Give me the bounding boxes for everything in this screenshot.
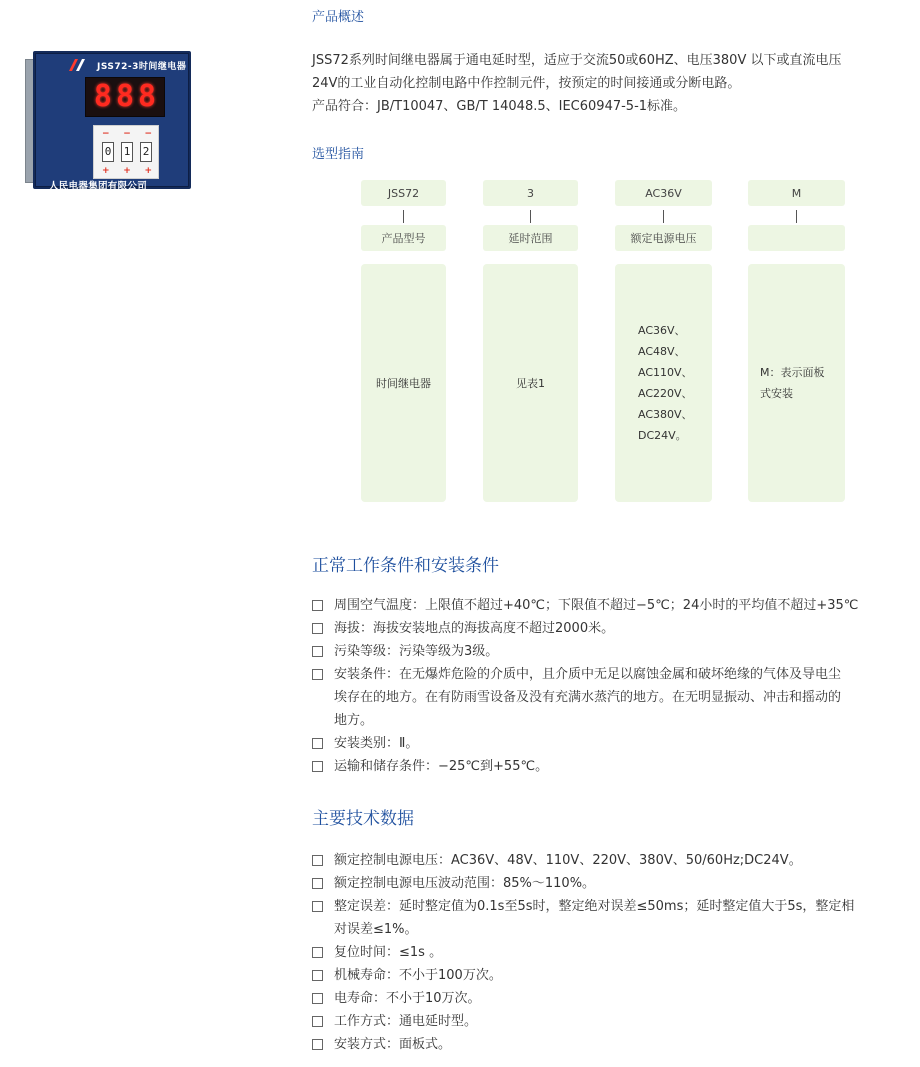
connector-line — [663, 210, 664, 223]
checkbox-icon — [312, 878, 323, 889]
checkbox-icon — [312, 623, 323, 634]
working-conditions-heading: 正常工作条件和安装条件 — [312, 556, 499, 576]
checkbox-icon — [312, 855, 323, 866]
item-text: 对误差≤1%。 — [334, 922, 418, 937]
thumbwheel-dial: 1 — [121, 142, 133, 162]
item-text: 电寿命：不小于10万次。 — [334, 991, 481, 1006]
voltage-detail-box — [615, 264, 712, 502]
checkbox-icon — [312, 646, 323, 657]
list-item-continued — [312, 686, 912, 709]
list-item — [312, 941, 912, 964]
tech-data-heading: 主要技术数据 — [312, 809, 414, 829]
item-text: 埃存在的地方。在有防雨雪设备及没有充满水蒸汽的地方。在无明显振动、冲击和摇动的 — [334, 690, 842, 705]
device-model-label: JSS72-3时间继电器 — [97, 62, 187, 72]
checkbox-icon — [312, 947, 323, 958]
delay-detail-text: 见表1 — [516, 377, 545, 390]
item-text: 海拔：海拔安装地点的海拔高度不超过2000米。 — [334, 621, 615, 636]
overview-line: 24V的工业自动化控制电路中作控制元件，按预定的时间接通或分断电路。 — [312, 76, 741, 91]
item-text: 额定控制电源电压波动范围：85%～110%。 — [334, 876, 596, 891]
list-item — [312, 1033, 912, 1056]
list-item — [312, 964, 912, 987]
list-item-continued — [312, 918, 912, 941]
voltage-label-pill: 额定电源电压 — [615, 225, 712, 251]
voltage-code-pill: AC36V — [615, 180, 712, 206]
plus-markers: + + + — [102, 166, 152, 176]
checkbox-icon — [312, 600, 323, 611]
item-text: 复位时间：≤1s 。 — [334, 945, 443, 960]
connector-line — [530, 210, 531, 223]
led-display — [85, 77, 165, 117]
mount-label-pill — [748, 225, 845, 251]
model-label-pill: 产品型号 — [361, 225, 446, 251]
list-item — [312, 987, 912, 1010]
checkbox-icon — [312, 970, 323, 981]
tech-data-list — [312, 849, 912, 1056]
item-text: 污染等级：污染等级为3级。 — [334, 644, 499, 659]
list-item — [312, 872, 912, 895]
list-item-continued — [312, 709, 912, 732]
list-item — [312, 617, 912, 640]
item-text: 工作方式：通电延时型。 — [334, 1014, 478, 1029]
thumbwheel-dials — [102, 142, 152, 162]
overview-line: 产品符合：JB/T10047、GB/T 14048.5、IEC60947-5-1标准。 — [312, 99, 687, 114]
item-text: 额定控制电源电压：AC36V、48V、110V、220V、380V、50/60Hz;DC24V。 — [334, 853, 802, 868]
delay-detail-box — [483, 264, 578, 502]
checkbox-icon — [312, 738, 323, 749]
model-detail-text: 时间继电器 — [376, 377, 431, 390]
led-digit: 8 — [138, 79, 157, 114]
minus-markers: − − − — [102, 129, 152, 139]
checkbox-icon — [312, 1016, 323, 1027]
working-conditions-list — [312, 594, 912, 778]
overview-heading: 产品概述 — [312, 10, 365, 25]
thumbwheel-dial: 0 — [102, 142, 114, 162]
list-item — [312, 594, 912, 617]
mount-code-pill: M — [748, 180, 845, 206]
item-text: 周围空气温度：上限值不超过+40℃；下限值不超过−5℃；24小时的平均值不超过+35℃ — [334, 598, 859, 613]
checkbox-icon — [312, 669, 323, 680]
time-relay-device — [33, 51, 191, 192]
product-image — [25, 51, 191, 192]
item-text: 地方。 — [334, 713, 374, 728]
checkbox-icon — [312, 761, 323, 772]
list-item — [312, 732, 912, 755]
led-digit: 8 — [115, 79, 135, 114]
connector-line — [796, 210, 797, 223]
led-digit: 8 — [93, 79, 112, 114]
model-code-pill: JSS72 — [361, 180, 446, 206]
checkbox-icon — [312, 1039, 323, 1050]
list-item — [312, 849, 912, 872]
item-text: 安装方式：面板式。 — [334, 1037, 452, 1052]
thumbwheel-dial: 2 — [140, 142, 152, 162]
item-text: 整定误差：延时整定值为0.1s至5s时，整定绝对误差≤50ms；延时整定值大于5s，整定相 — [334, 899, 855, 914]
list-item — [312, 755, 912, 778]
selection-heading: 选型指南 — [312, 147, 365, 162]
item-text: 安装条件：在无爆炸危险的介质中，且介质中无足以腐蚀金属和破坏绝缘的气体及导电尘 — [334, 667, 842, 682]
mount-detail-box — [748, 264, 845, 502]
list-item — [312, 640, 912, 663]
overview-line: JSS72系列时间继电器属于通电延时型，适应于交流50或60HZ、电压380V 以下或直流电压 — [312, 53, 842, 68]
model-detail-box — [361, 264, 446, 502]
overview-text — [312, 49, 912, 118]
list-item — [312, 895, 912, 918]
checkbox-icon — [312, 901, 323, 912]
voltage-detail-text: AC36V、 AC48V、 AC110V、 AC220V、 AC380V、 DC24V。 — [638, 324, 693, 442]
checkbox-icon — [312, 993, 323, 1004]
device-brand-label: 人民电器集团有限公司 — [49, 181, 148, 192]
mount-detail-text: M：表示面板 式安装 — [760, 366, 825, 400]
item-text: 机械寿命：不小于100万次。 — [334, 968, 502, 983]
dial-switch-panel — [93, 125, 159, 179]
item-text: 运输和储存条件：−25℃到+55℃。 — [334, 759, 549, 774]
item-text: 安装类别：Ⅱ。 — [334, 736, 419, 751]
list-item — [312, 1010, 912, 1033]
delay-code-pill: 3 — [483, 180, 578, 206]
brand-logo-icon — [69, 59, 85, 71]
list-item — [312, 663, 912, 686]
delay-label-pill: 延时范围 — [483, 225, 578, 251]
connector-line — [403, 210, 404, 223]
